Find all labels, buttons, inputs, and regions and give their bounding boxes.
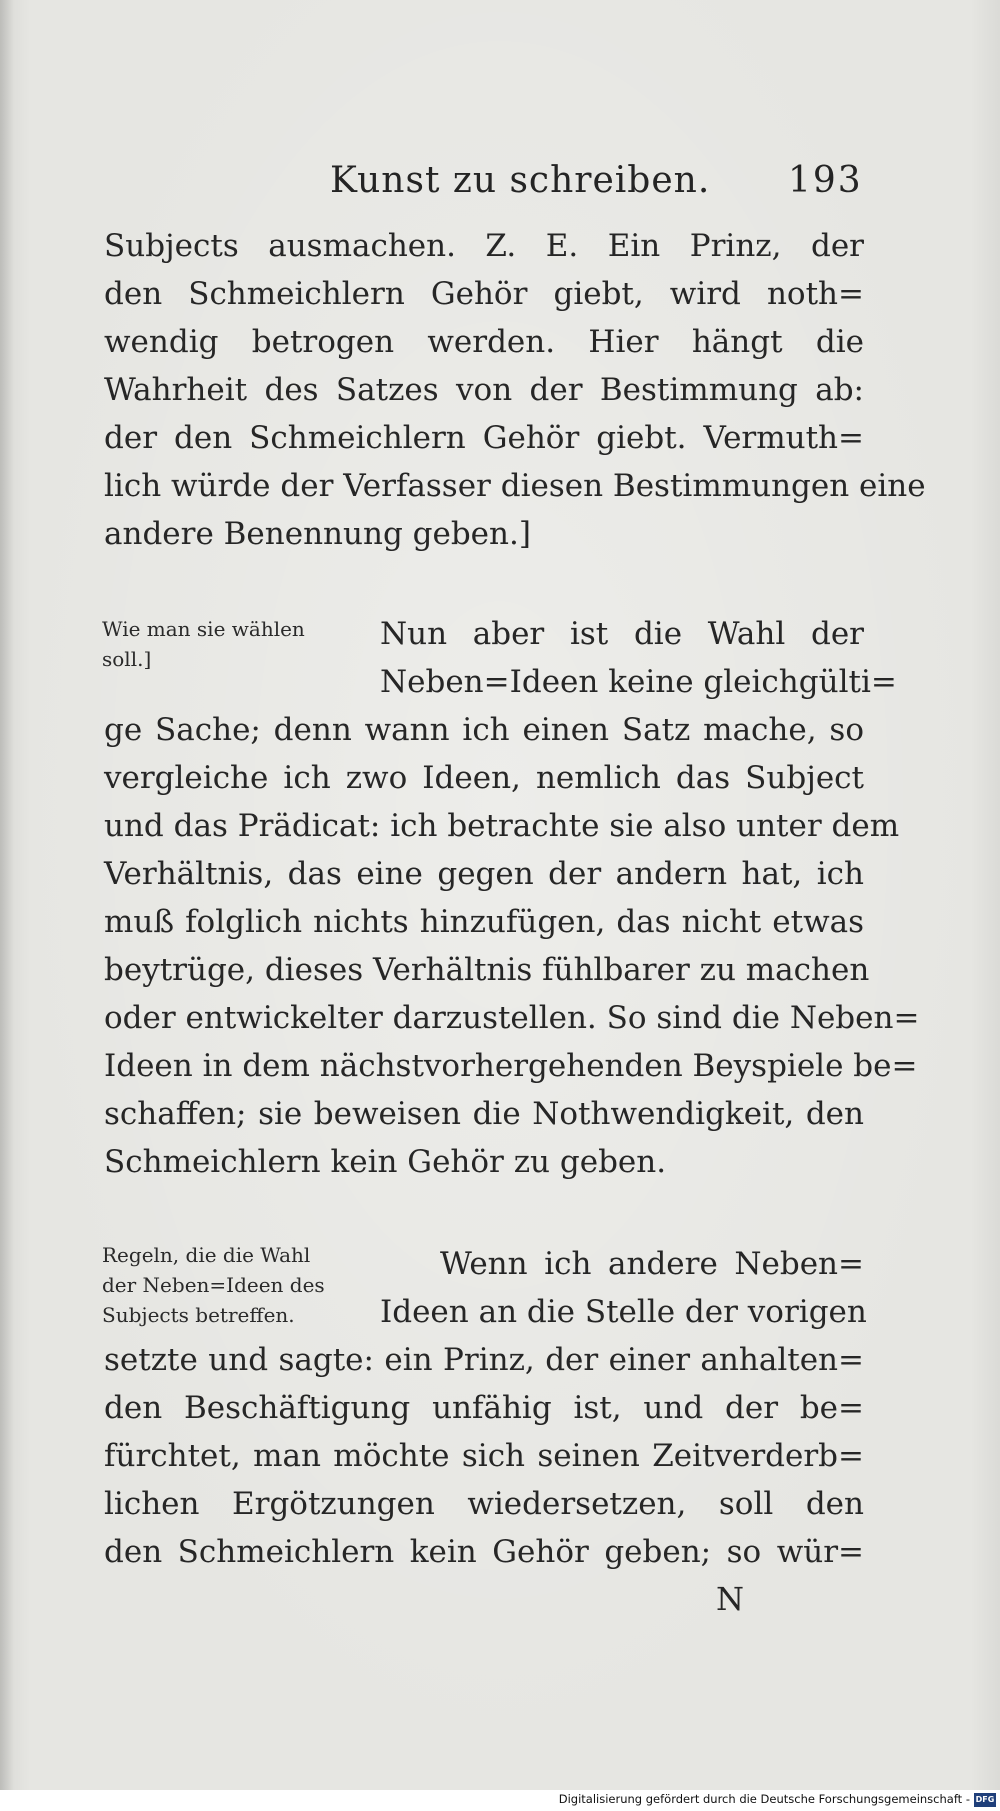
margin-note-line: soll.] <box>102 647 152 671</box>
text-line: und das Prädicat: ich betrachte sie also unter dem <box>104 808 900 844</box>
margin-note-line: Wie man sie wählen <box>102 617 305 641</box>
text-line: Schmeichlern kein Gehör zu geben. <box>104 1144 667 1180</box>
text-line: den Beschäftigung unfähig ist, und der be= <box>104 1390 864 1426</box>
text-line: Neben=Ideen keine gleichgülti= <box>380 664 897 700</box>
text-line: lichen Ergötzungen wiedersetzen, soll den <box>104 1486 864 1522</box>
text-line: der den Schmeichlern Gehör giebt. Vermuth= <box>104 420 864 456</box>
text-line: setzte und sagte: ein Prinz, der einer anhalten= <box>104 1342 864 1378</box>
text-line: andere Benennung geben.] <box>104 516 531 552</box>
text-line: Verhältnis, das eine gegen der andern hat, ich <box>104 856 864 892</box>
text-line: vergleiche ich zwo Ideen, nemlich das Subject <box>104 760 864 796</box>
text-line: Wenn ich andere Neben= <box>440 1246 864 1282</box>
running-title: Kunst zu schreiben. <box>330 160 711 201</box>
text-line: den Schmeichlern kein Gehör geben; so wür= <box>104 1534 864 1570</box>
text-line: Ideen an die Stelle der vorigen <box>380 1294 867 1330</box>
page-number: 193 <box>788 160 863 201</box>
text-line: lich würde der Verfasser diesen Bestimmungen eine <box>104 468 926 504</box>
digitization-footer <box>0 1790 1000 1811</box>
page-fold-shadow <box>0 0 14 1790</box>
text-line: Wahrheit des Satzes von der Bestimmung ab: <box>104 372 864 408</box>
text-line: muß folglich nichts hinzufügen, das nicht etwas <box>104 904 864 940</box>
text-line: ge Sache; denn wann ich einen Satz mache, so <box>104 712 864 748</box>
margin-note-line: der Neben=Ideen des <box>102 1273 325 1297</box>
text-line: oder entwickelter darzustellen. So sind die Neben= <box>104 1000 920 1036</box>
text-line: den Schmeichlern Gehör giebt, wird noth= <box>104 276 864 312</box>
text-line: fürchtet, man möchte sich seinen Zeitverderb= <box>104 1438 864 1474</box>
text-line: beytrüge, dieses Verhältnis fühlbarer zu machen <box>104 952 870 988</box>
text-line: wendig betrogen werden. Hier hängt die <box>104 324 864 360</box>
text-line: Nun aber ist die Wahl der <box>380 616 864 652</box>
text-line: Subjects ausmachen. Z. E. Ein Prinz, der <box>104 228 864 264</box>
margin-note-line: Subjects betreffen. <box>102 1303 295 1327</box>
text-line: schaffen; sie beweisen die Nothwendigkeit, den <box>104 1096 864 1132</box>
dfg-logo: DFG <box>974 1793 996 1807</box>
funding-credit: Digitalisierung gefördert durch die Deutsche Forschungsgemeinschaft - <box>558 1792 970 1806</box>
catchword: N <box>716 1580 744 1618</box>
text-line: Ideen in dem nächstvorhergehenden Beyspiele be= <box>104 1048 918 1084</box>
margin-note-line: Regeln, die die Wahl <box>102 1243 311 1267</box>
